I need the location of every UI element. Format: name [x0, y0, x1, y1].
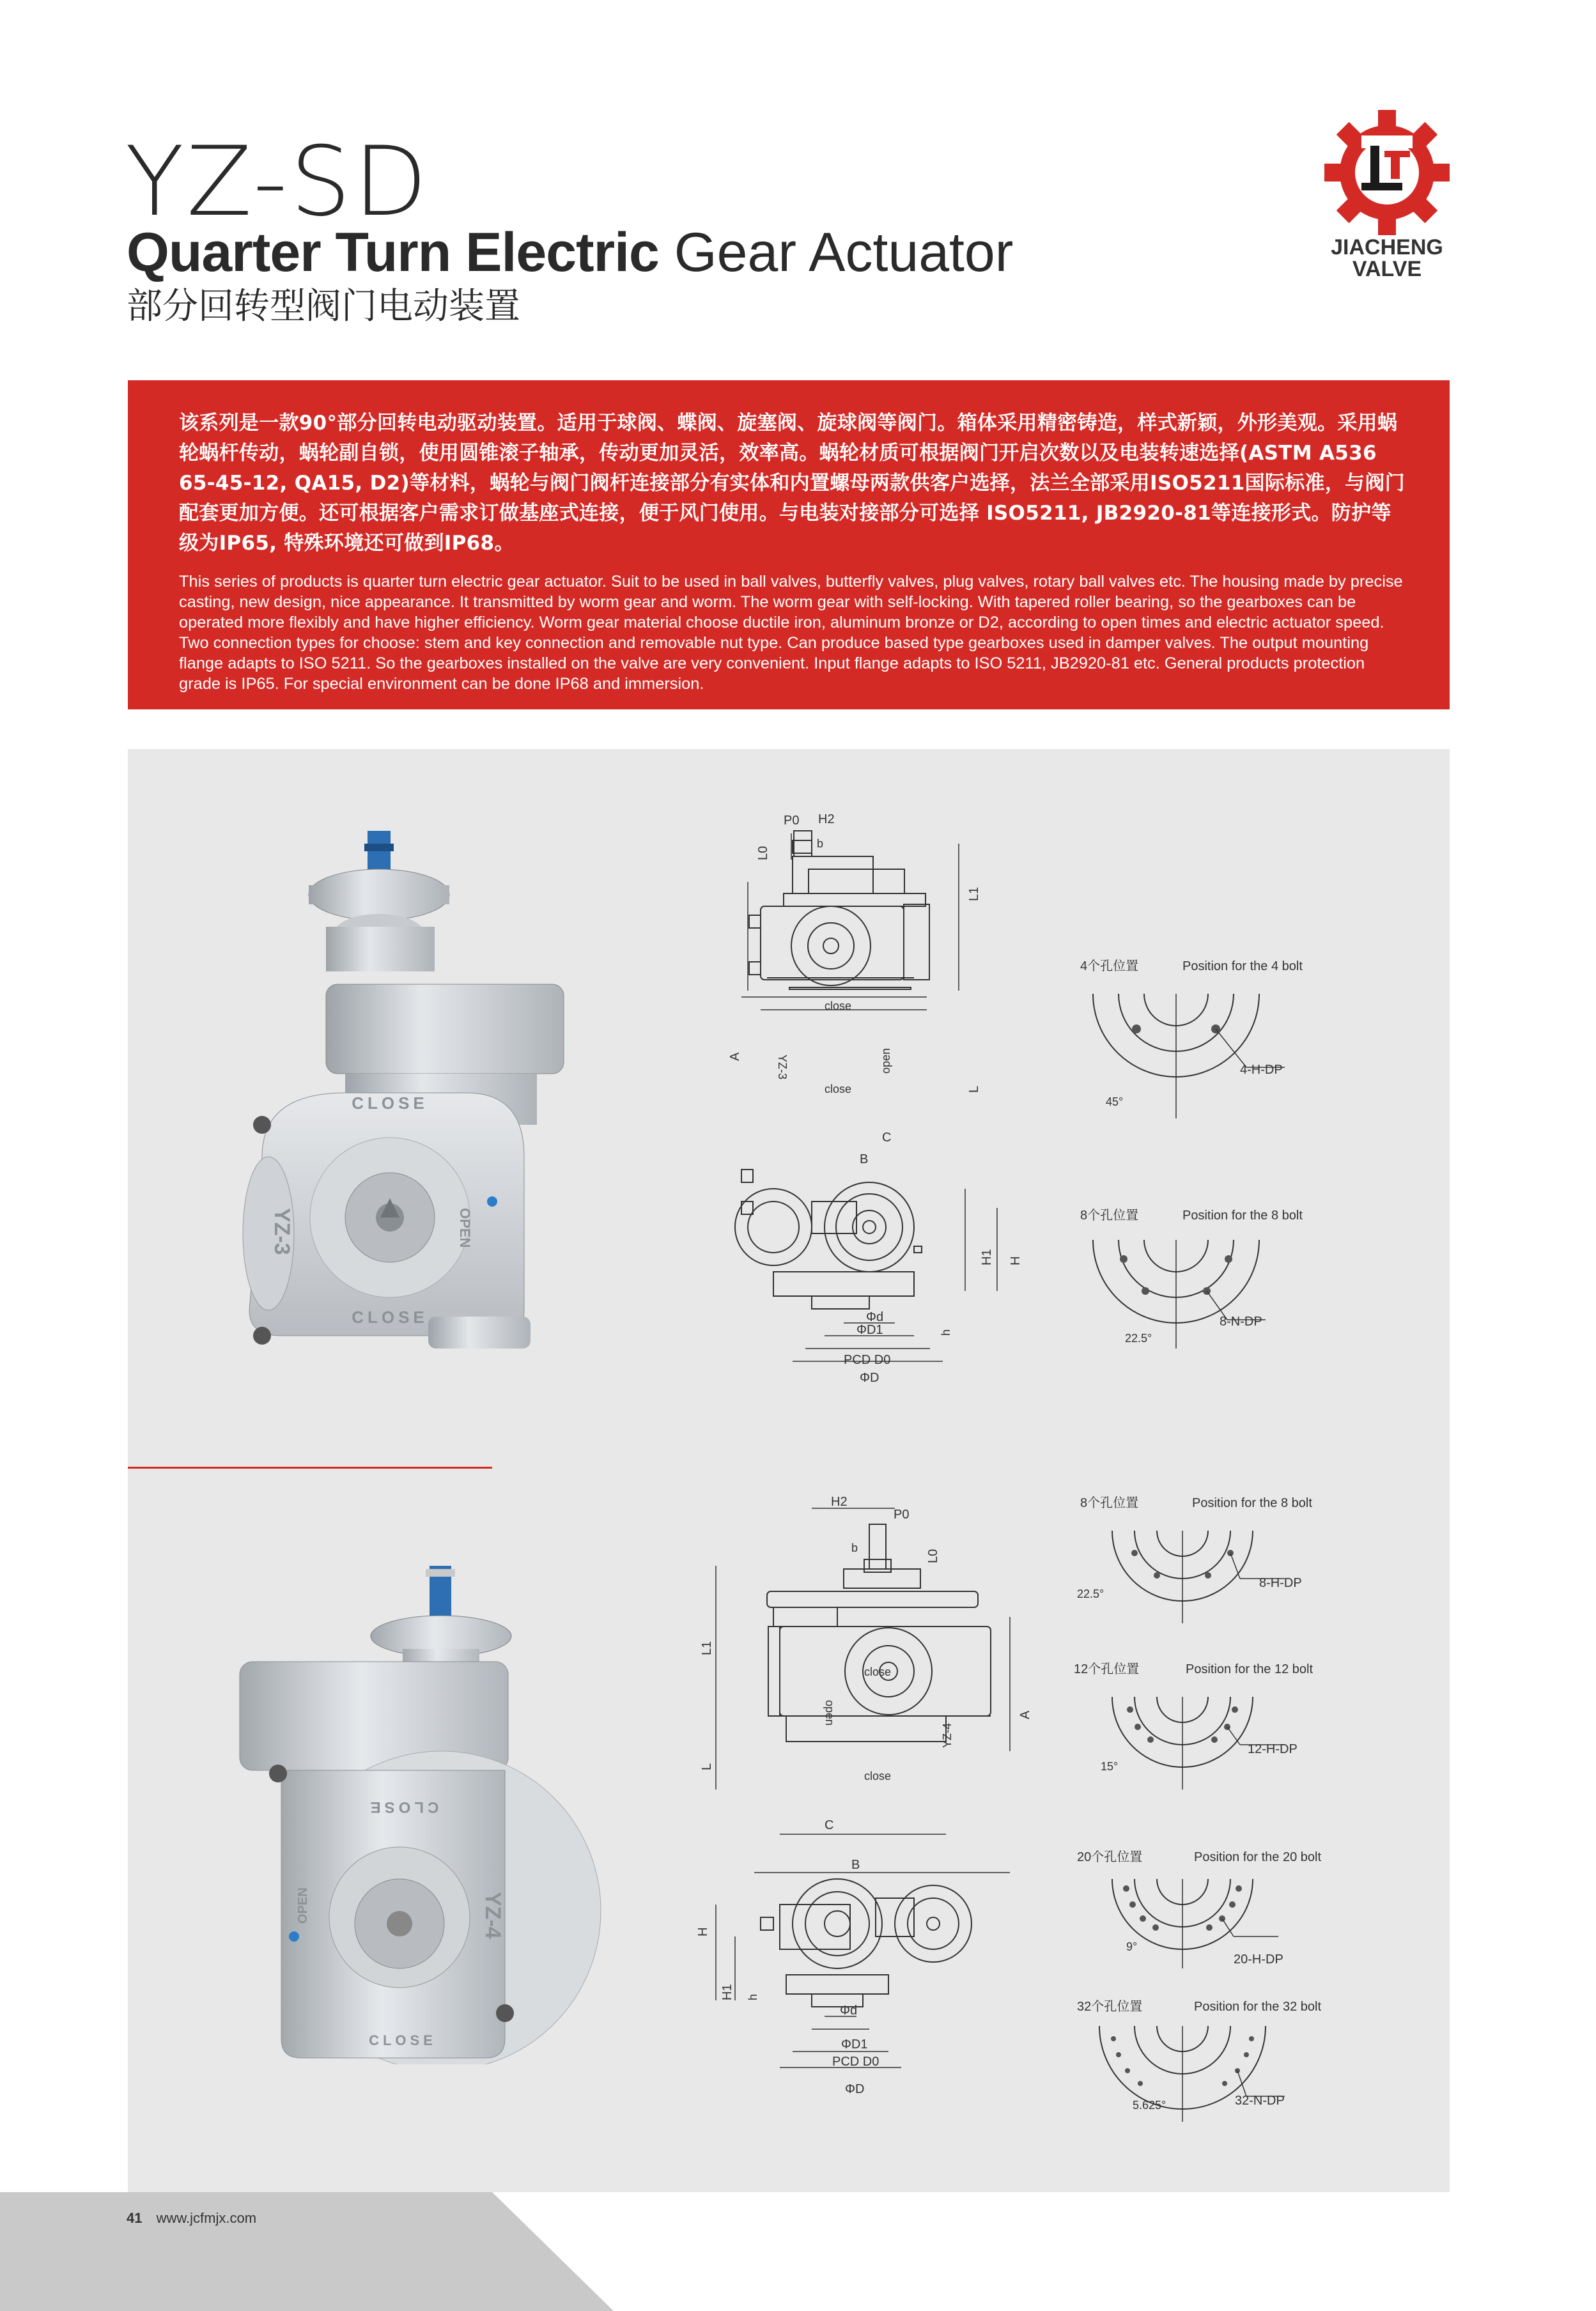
dim2-h-small: h [747, 1993, 759, 2000]
dim2-phid: Φd [840, 2004, 858, 2018]
dim2-close-a: close [864, 1666, 892, 1678]
subtitle-light: Gear Actuator [674, 222, 1014, 283]
dim2-c: C [825, 1818, 834, 1832]
chinese-title: 部分回转型阀门电动装置 [127, 286, 520, 327]
product-photo-yz4 [230, 1553, 626, 2064]
dim2-phiD: ΦD [845, 2082, 865, 2096]
dim2-l: L [700, 1763, 714, 1770]
dim-phid: Φd [866, 1310, 884, 1324]
subtitle-bold: Quarter Turn Electric [127, 222, 659, 283]
bolt2-8-cn: 8个孔位置 [1080, 1496, 1139, 1510]
bolt-4-angle: 45° [1106, 1095, 1124, 1108]
page-number: 41 [127, 2210, 143, 2226]
photo-label-open: OPEN [457, 1208, 473, 1248]
footer [127, 2210, 256, 2227]
bolt-8-en: Position for the 8 bolt [1182, 1209, 1303, 1223]
dim-p0: P0 [784, 814, 800, 828]
description-box [128, 380, 1450, 709]
dim-open: open [879, 1047, 892, 1074]
product-photo-yz3 [224, 824, 582, 1355]
bolt2-32-en: Position for the 32 bolt [1194, 2000, 1322, 2014]
bolt2-12-angle: 15° [1101, 1760, 1119, 1773]
dim2-close-b: close [864, 1770, 892, 1782]
dim2-l1: L1 [700, 1641, 714, 1655]
bolt-4-cn: 4个孔位置 [1080, 959, 1139, 973]
bolt2-8-angle: 22.5° [1077, 1588, 1104, 1600]
dim2-h1: H1 [720, 1984, 734, 2000]
description-en: This series of products is quarter turn electric gear actuator. Suit to be used in ball valves, butterfly valves, plug valves, rotary ball valves etc. The housing made by precise casting, new design, nice appearance. It transmitted by worm gear and worm. The worm gear with self-locking. With tapered roller bearing, so the gearboxes can be operated more flexibly and have higher efficiency. Worm gear material choose ductile iron, aluminum bronze or D2, according to open times and electric actuator speed. Two connection types for choose: stem and key connection and removable nut type. Can produce based type gearboxes used in damper valves. The output mounting flange adapts to ISO 5211. So the gearboxes installed on the valve are very convenient. Input flange adapts to ISO 5211, JB2920-81 etc. General products protection grade is IP65. For special environment can be done IP68 and immersion. [179, 573, 1403, 693]
website-url[interactable]: www.jcfmjx.com [156, 2210, 257, 2226]
dim-close-a: close [825, 1000, 852, 1012]
bolt2-32-dp: 32-N-DP [1235, 2094, 1285, 2108]
dim-model: YZ-3 [776, 1055, 789, 1080]
dim-close-b: close [825, 1083, 852, 1095]
bolt2-12-en: Position for the 12 bolt [1186, 1662, 1313, 1676]
footer-band [0, 2192, 614, 2311]
dim2-h: H [696, 1927, 710, 1936]
photo-label-model: YZ-3 [270, 1208, 294, 1255]
dim-h: H [1009, 1256, 1023, 1265]
dim-phiD: ΦD [860, 1371, 879, 1385]
dim2-p0: P0 [894, 1508, 910, 1522]
bolt-8-dp: 8-N-DP [1220, 1315, 1262, 1329]
dim2-b-width: B [851, 1858, 860, 1872]
gear-logo-icon [1317, 109, 1457, 236]
dim-l1: L1 [967, 886, 981, 901]
dim2-open: open [823, 1700, 836, 1726]
dim2-pcd: PCD D0 [832, 2055, 879, 2069]
dim-h2: H2 [818, 812, 835, 826]
bolt2-12-dp: 12-H-DP [1248, 1742, 1298, 1756]
dim2-a: A [1018, 1710, 1032, 1719]
photo-label-close-top: CLOSE [352, 1094, 428, 1113]
bolt2-32-angle: 5.625° [1133, 2099, 1166, 2112]
dim2-h2: H2 [831, 1495, 848, 1509]
bolt2-20-angle: 9° [1126, 1940, 1138, 1953]
bolt-4-en: Position for the 4 bolt [1182, 959, 1303, 973]
dim-h-small: h [940, 1329, 952, 1336]
logo-text-line2: VALVE [1352, 257, 1422, 281]
dim2-b: b [851, 1542, 858, 1554]
dim2-phid1: ΦD1 [841, 2037, 868, 2052]
dim-pcd: PCD D0 [844, 1353, 891, 1367]
dim-h1: H1 [980, 1249, 994, 1265]
dim-phid1: ΦD1 [856, 1323, 883, 1337]
bolt-patterns-2 [1074, 1489, 1368, 2128]
photo2-label-close: CLOSE [366, 1798, 439, 1816]
photo2-label-model: YZ-4 [481, 1892, 505, 1939]
bolt2-32-cn: 32个孔位置 [1077, 2000, 1143, 2014]
photo-label-close-bottom: CLOSE [352, 1308, 428, 1327]
dim-l0: L0 [756, 846, 770, 860]
logo-text-line1: JIACHENG [1331, 235, 1443, 259]
bolt2-8-dp: 8-H-DP [1259, 1576, 1302, 1590]
description-cn: 该系列是一款90°部分回转电动驱动装置。适用于球阀、蝶阀、旋塞阀、旋球阀等阀门。箱体采用精密铸造，样式新颖，外形美观。采用蜗轮蜗杆传动，蜗轮副自锁，使用圆锥滚子轴承，传动更加灵活，效率高。蜗轮材质可根据阀门开启次数以及电装转速选择(ASTM A536 65-45-12, QA15, D2)等材料，蜗轮与阀门阀杆连接部分有实体和内置螺母两款供客户选择，法兰全部采用ISO5211国际标准，与阀门配套更加方便。还可根据客户需求订做基座式连接，便于风门使用。与电装对接部分可选择 ISO5211, JB2920-81等连接形式。防护等级为IP65, 特殊环境还可做到IP68。 [179, 412, 1406, 555]
dimension-drawing-2 [684, 1489, 1067, 2128]
bolt-patterns-1 [1074, 952, 1342, 1368]
dim-a: A [728, 1052, 742, 1061]
photo2-label-close-bottom: CLOSE [369, 2032, 437, 2048]
product-subtitle [127, 222, 1014, 283]
page-title: YZ-SD [125, 127, 430, 238]
dim2-l0: L0 [926, 1549, 940, 1563]
bolt2-12-cn: 12个孔位置 [1074, 1662, 1140, 1676]
bolt-4-dp: 4-H-DP [1240, 1063, 1283, 1077]
dim-c: C [882, 1131, 892, 1145]
dim-b: b [817, 837, 824, 850]
bolt2-20-cn: 20个孔位置 [1077, 1850, 1143, 1864]
company-logo [1317, 109, 1457, 281]
bolt-8-angle: 22.5° [1125, 1332, 1152, 1345]
dim-l: L [967, 1085, 981, 1093]
bolt2-8-en: Position for the 8 bolt [1192, 1496, 1312, 1510]
bolt2-20-dp: 20-H-DP [1234, 1952, 1283, 1967]
dimension-drawing-1 [722, 805, 1067, 1412]
section-divider [128, 1467, 492, 1469]
bolt-8-cn: 8个孔位置 [1080, 1209, 1139, 1223]
dim-b-width: B [860, 1152, 869, 1166]
photo2-label-open: OPEN [296, 1887, 310, 1924]
bolt2-20-en: Position for the 20 bolt [1194, 1850, 1322, 1864]
dim2-model: YZ-4 [941, 1722, 954, 1748]
